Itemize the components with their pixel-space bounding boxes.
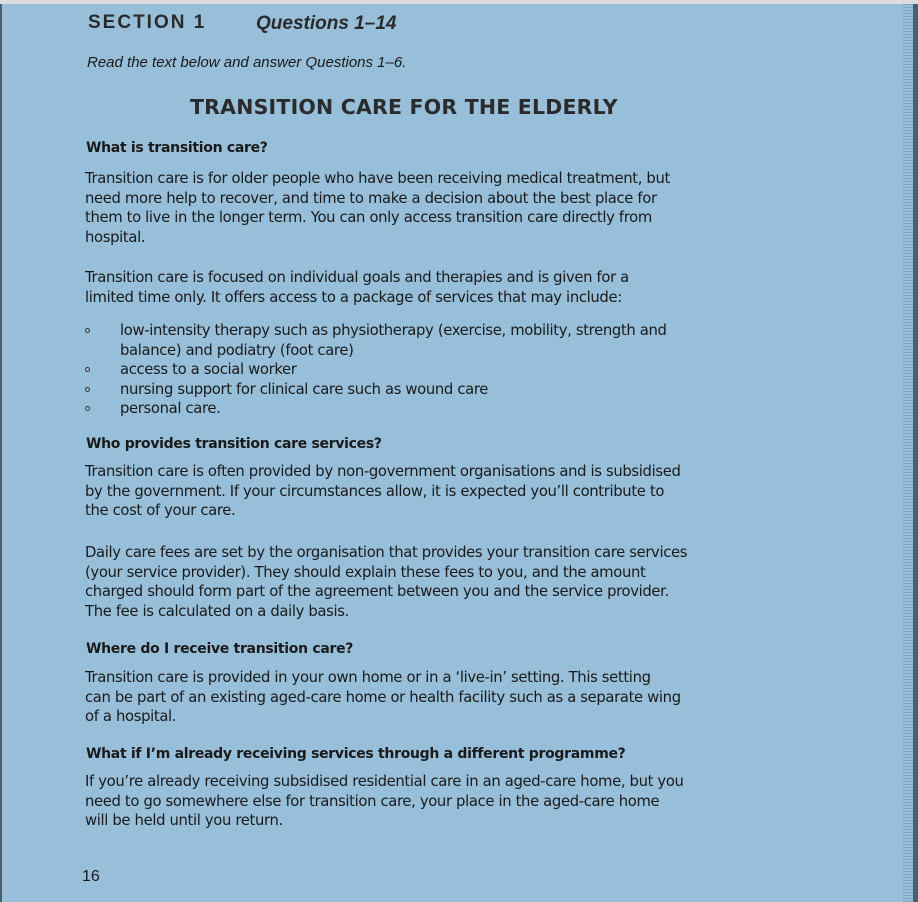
heading-different-programme: What if I’m already receiving services through a different programme? [86, 746, 626, 762]
list-item-line: low-intensity therapy such as physiotherapy (exercise, mobility, strength and [120, 322, 667, 339]
paragraph-line: limited time only. It offers access to a package of services that may include: [85, 288, 622, 306]
list-item [85, 321, 765, 360]
paragraph-line: hospital. [85, 228, 146, 246]
paragraph-line: Transition care is provided in your own home or in a ‘live-in’ setting. This setting [85, 669, 651, 686]
page-number: 16 [82, 868, 100, 885]
paragraph-line: the cost of your care. [85, 502, 236, 519]
paragraph-line: by the government. If your circumstances allow, it is expected you’ll contribute to [85, 482, 665, 500]
paragraph [85, 462, 765, 521]
paragraph [85, 772, 765, 831]
list-item [85, 360, 765, 380]
page-left-edge [0, 4, 2, 902]
paragraph-line: If you’re already receiving subsidised residential care in an aged-care home, but you [85, 773, 684, 790]
questions-range: Questions 1–14 [256, 13, 397, 34]
paragraph-line: Daily care fees are set by the organisation that provides your transition care services [85, 544, 688, 561]
section-label: SECTION 1 [88, 12, 207, 33]
list-item-line: balance) and podiatry (foot care) [120, 341, 354, 359]
heading-what-is-transition-care: What is transition care? [86, 140, 268, 156]
paragraph-line: need to go somewhere else for transition care, your place in the aged-care home [85, 792, 660, 810]
list-item-line: personal care. [120, 400, 221, 417]
paragraph [85, 668, 765, 727]
heading-who-provides: Who provides transition care services? [86, 436, 382, 452]
heading-where-receive: Where do I receive transition care? [86, 641, 354, 657]
page-right-edge [913, 4, 918, 902]
document-page [0, 4, 918, 902]
instruction-text: Read the text below and answer Questions 1–6. [87, 54, 407, 71]
scan-margin-noise [903, 4, 913, 902]
paragraph [85, 268, 765, 307]
bullet-icon [85, 406, 90, 411]
paragraph-line: charged should form part of the agreement between you and the service provider. [85, 583, 669, 600]
paragraph-line: will be held until you return. [85, 812, 283, 829]
list-item [85, 399, 765, 419]
paragraph-line: can be part of an existing aged-care home or health facility such as a separate wing [85, 688, 681, 706]
paragraph [85, 169, 765, 247]
article-title: TRANSITION CARE FOR THE ELDERLY [190, 95, 618, 119]
paragraph-line: of a hospital. [85, 708, 177, 725]
list-item-line: access to a social worker [120, 361, 297, 378]
paragraph-line: Transition care is for older people who have been receiving medical treatment, but [85, 170, 670, 187]
bullet-icon [85, 387, 90, 392]
paragraph-line: The fee is calculated on a daily basis. [85, 602, 349, 620]
paragraph-line: need more help to recover, and time to make a decision about the best place for [85, 189, 657, 207]
paragraph-line: (your service provider). They should explain these fees to you, and the amount [85, 563, 646, 581]
list-item-line: nursing support for clinical care such as wound care [120, 380, 488, 398]
paragraph-line: them to live in the longer term. You can only access transition care directly from [85, 209, 652, 226]
paragraph-line: Transition care is often provided by non-government organisations and is subsidised [85, 463, 681, 480]
list-item [85, 380, 765, 400]
bullet-icon [85, 328, 90, 333]
bullet-icon [85, 367, 90, 372]
services-list [85, 321, 765, 419]
paragraph-line: Transition care is focused on individual goals and therapies and is given for a [85, 269, 629, 286]
paragraph [85, 543, 765, 621]
